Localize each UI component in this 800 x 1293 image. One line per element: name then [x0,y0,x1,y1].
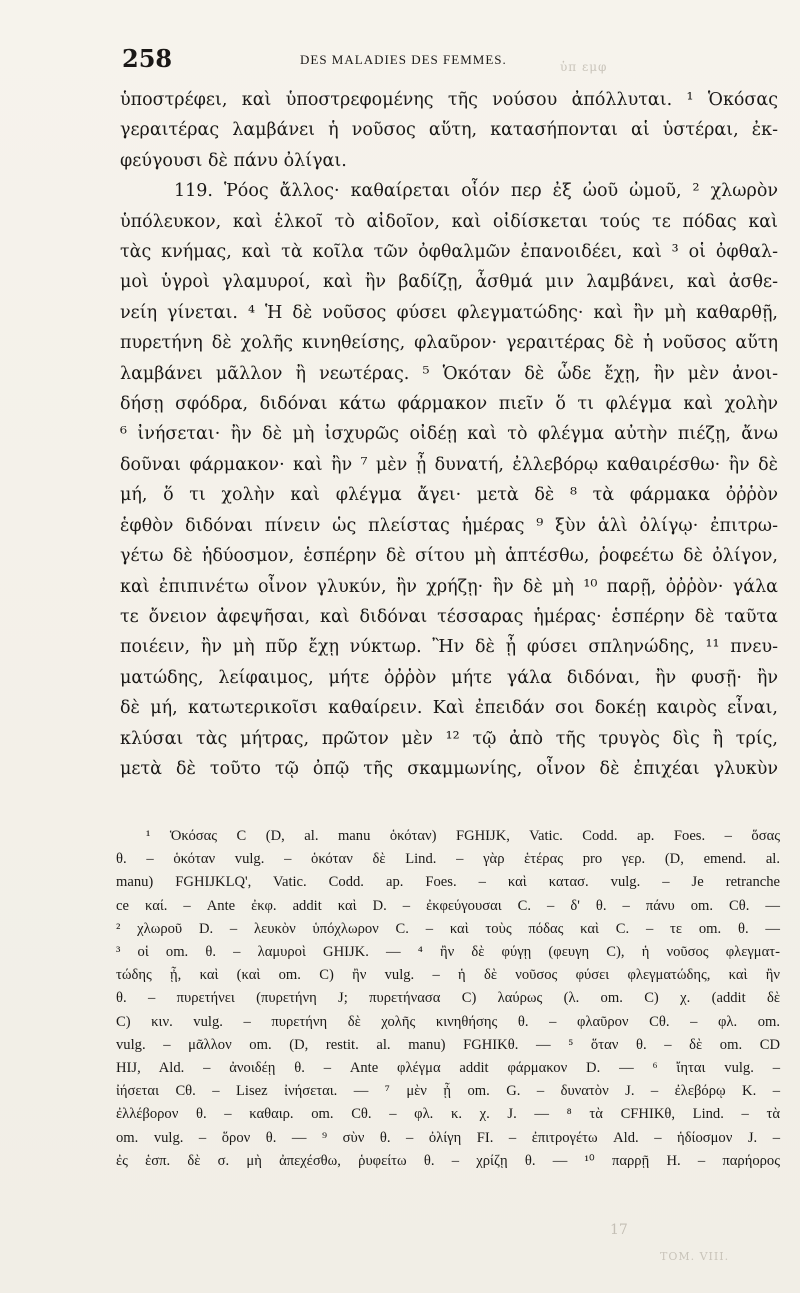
footnote-line: ce καί. – Ante ἐκφ. addit καὶ D. – ἐκφεύγουσαι C. – δ' θ. – πάνυ om. Cθ. — [116,897,780,914]
text-line: νείη γίνεται. ⁴ Ἡ δὲ νοῦσος φύσει φλεγματώδης· καὶ ἢν μὴ καθαρθῇ, [120,302,778,323]
text-line: δὲ μή, κατωτερικοῖσι καθαίρειν. Καὶ ἐπειδάν σοι δοκέῃ καιρὸς εἶναι, [120,698,778,719]
text-line: κλύσαι τὰς μήτρας, πρῶτον μὲν ¹² τῷ ἀπὸ τῆς τρυγὸς δὶς ἢ τρίς, [120,728,778,749]
text-line: ὑποστρέφει, καὶ ὑποστρεφομένης τῆς νούσου ἀπόλλυται. ¹ Ὁκόσας [120,90,778,110]
text-line: γέτω δὲ ἡδύοσμον, ἑσπέρην δὲ σίτου μὴ ἁπτέσθω, ῥοφεέτω δὲ ὀλίγον, [120,546,778,567]
text-line: ⁶ ἰνήσεται· ἢν δὲ μὴ ἰσχυρῶς οἰδέῃ καὶ τὸ φλέγμα αὐτὴν πιέζῃ, ἄνω [120,424,778,445]
text-line: γεραιτέρας λαμβάνει ἡ νοῦσος αὕτη, κατασήπονται αἱ ὑστέραι, ἐκ- [120,120,778,141]
text-line: καὶ ἐπιπινέτω οἶνον γλυκύν, ἢν χρήζῃ· ἢν δὲ μὴ ¹⁰ παρῇ, ὀῤῥὸν· γάλα [120,576,778,597]
footnote-line: τώδης ᾖ, καὶ (καὶ om. C) ἢν vulg. – ἡ δὲ νοῦσος φύσει φλεγματώδης, καὶ ἢν [116,967,780,984]
text-line: τε ὄνειον ἀφεψῆσαι, καὶ διδόναι τέσσαρας ἡμέρας· ἑσπέρην δὲ ταῦτα [120,606,778,627]
text-line: πυρετήνη δὲ χολῆς κινηθείσης, φλαῦρον· γεραιτέρας δὲ ἡ νοῦσος αὕτη [120,333,778,354]
page-header [122,42,777,72]
text-line: μή, ὅ τι χολὴν καὶ φλέγμα ἄγει· μετὰ δὲ ⁸ τὰ φάρμακα ὀῤῥὸν [120,485,778,506]
bleed-through-text-top: ὑπ εμφ [560,60,608,74]
page-number: 258 [122,44,173,73]
footnote-line: vulg. – μᾶλλον om. (D, restit. al. manu) FGHIKθ. — ⁵ ὅταν θ. – δὲ om. CD [116,1036,780,1053]
footnote-line: manu) FGHIJKLQ', Vatic. Codd. ap. Foes. – καὶ κατασ. vulg. – Je retranche [116,874,780,891]
text-line: τὰς κνήμας, καὶ τὰ κοῖλα τῶν ὀφθαλμῶν ἐπανοιδέει, καὶ ³ οἱ ὀφθαλ- [120,242,778,263]
footnote-line: ² χλωροῦ D. – λευκὸν ὑπόχλωρον C. – καὶ τοὺς πόδας καὶ C. – τε om. θ. — [116,920,780,937]
text-line: μετὰ δὲ τοῦτο τῷ ὀπῷ τῆς σκαμμωνίης, οἶνον δὲ ἐπιχέαι γλυκὺν [120,758,778,779]
footnote-line: HIJ, Ald. – ἀνοιδέῃ θ. – Ante φλέγμα addit φάρμακον D. — ⁶ ἴηται vulg. – [116,1060,780,1077]
text-line: φεύγουσι δὲ πάνυ ὀλίγαι. [120,150,347,171]
main-text [120,85,778,784]
footnote-line: θ. – πυρετήνει (πυρετήνη J; πυρετήνασα C) λαύρως (λ. om. C) χ. (addit δὲ [116,990,780,1007]
footnote-line: ἰήσεται Cθ. – Lisez ἰνήσεται. — ⁷ μὲν ᾖ om. G. – δυνατὸν J. – ἐλεβόρῳ K. – [116,1083,780,1100]
text-line: ἑφθὸν διδόναι πίνειν ὡς πλείστας ἡμέρας ⁹ ξὺν ἁλὶ ὀλίγῳ· ἐπιτρω- [120,515,778,536]
footnote-line: θ. – ὁκόταν vulg. – ὁκόταν δὲ Lind. – γὰρ ἑτέρας pro γερ. (D, emend. al. [116,851,780,868]
text-line: ὑπόλευκον, καὶ ἑλκοῖ τὸ αἰδοῖον, καὶ οἰδίσκεται τούς τε πόδας καὶ [120,211,778,232]
footnote-line: om. vulg. – ὅρον θ. — ⁹ σὺν θ. – ὀλίγη FI. – ἐπιτρογέτω Ald. – ἡδίοσμον J. – [116,1129,780,1146]
text-line: ματώδης, λείφαιμος, μήτε ὀῤῥὸν μήτε γάλα διδόναι, ἢν φυσῇ· ἢν [120,667,778,688]
section-heading-line: 119. Ῥόος ἄλλος· καθαίρεται οἷόν περ ἐξ ὠοῦ ὠμοῦ, ² χλωρὸν [174,181,778,202]
text-line: μοὶ ὑγροὶ γλαμυροί, καὶ ἢν βαδίζῃ, ἆσθμά μιν λαμβάνει, καὶ ἀσθε- [120,272,778,293]
text-line: λαμβάνει μᾶλλον ἢ νεωτέρας. ⁵ Ὁκόταν δὲ ὧδε ἔχῃ, ἢν μὲν ἀνοι- [120,363,778,384]
text-line: ποιέειν, ἢν μὴ πῦρ ἔχῃ νύκτωρ. Ἢν δὲ ᾖ φύσει σπληνώδης, ¹¹ πνευ- [120,637,778,658]
footnotes [116,825,780,1173]
footnote-line: ἐλλέβορον θ. – καθαιρ. om. Cθ. – φλ. κ. χ. J. — ⁸ τὰ CFHIKθ, Lind. – τὰ [116,1106,780,1123]
footnote-line: ἐς ἑσπ. δὲ σ. μὴ ἀπεχέσθω, ῥυφείτω θ. – χρίζῃ θ. — ¹⁰ παρρῇ H. – παρήορος [116,1152,780,1169]
running-head: DES MALADIES DES FEMMES. [300,52,507,67]
footnote-line: ³ οἱ om. θ. – λαμυροὶ GHIJK. — ⁴ ἢν δὲ φύγῃ (φευγη C), ἡ νοῦσος φλεγματ- [116,944,780,961]
bleed-through-number: 17 [610,1222,628,1238]
footnote-line: C) κιν. vulg. – πυρετήνη δὲ χολῆς κινηθήσης θ. – φλαῦρον Cθ. – φλ. om. [116,1013,780,1030]
footnote-line: ¹ Ὁκόσας C (D, al. manu ὁκόταν) FGHIJK, Vatic. Codd. ap. Foes. – ὅσας [146,828,780,844]
bleed-through-text-bottom: TOM. VIII. [660,1250,730,1263]
text-line: δοῦναι φάρμακον· καὶ ἢν ⁷ μὲν ᾖ δυνατή, ἐλλεβόρῳ καθαιρέσθω· ἢν δὲ [120,454,778,475]
text-line: δήσῃ σφόδρα, διδόναι κάτω φάρμακον πιεῖν ὅ τι φλέγμα καὶ χολὴν [120,394,778,415]
